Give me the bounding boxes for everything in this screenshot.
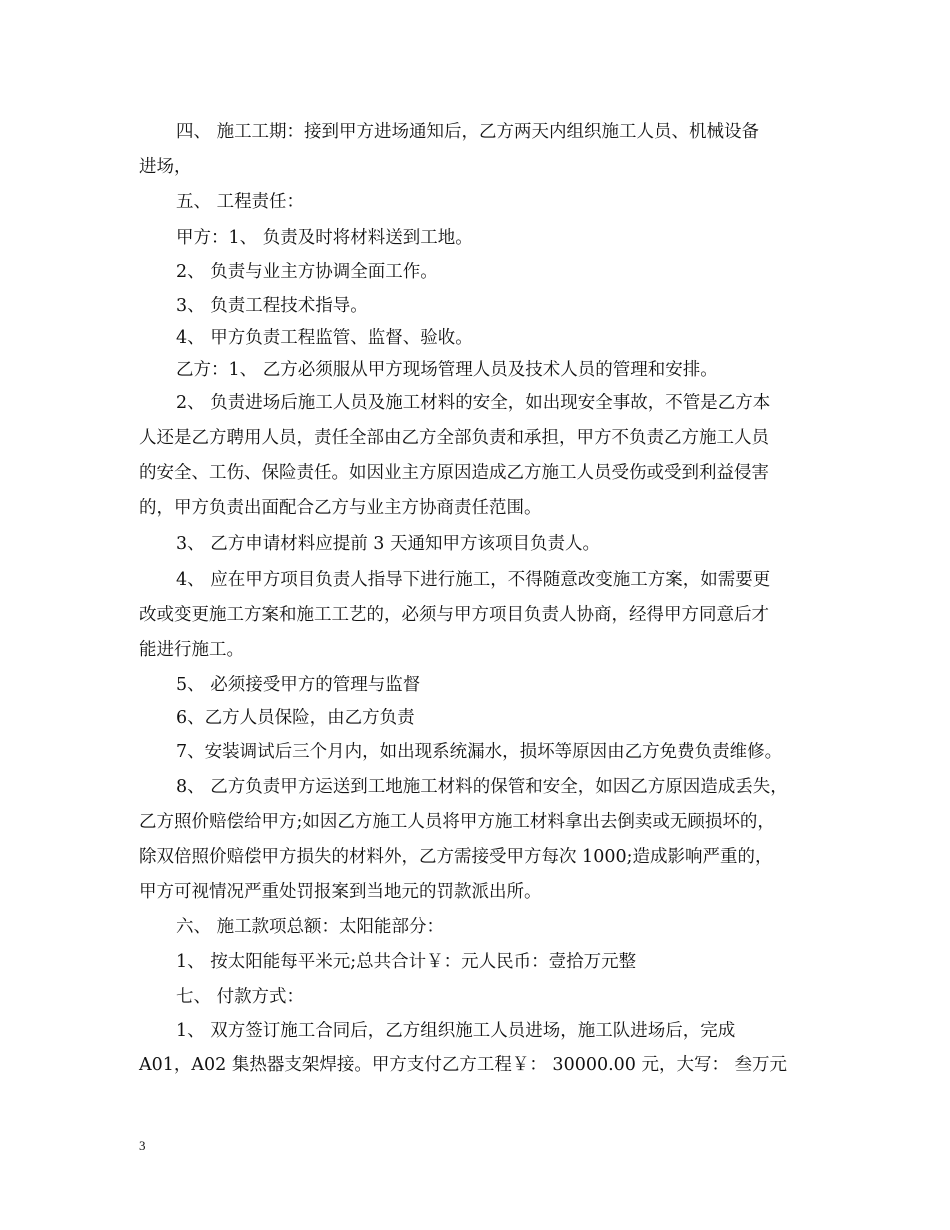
text-line: 3、 负责工程技术指导。 <box>176 296 368 316</box>
text-line: 2、 负责与业主方协调全面工作。 <box>176 262 438 282</box>
text-line: 6、乙方人员保险，由乙方负责 <box>176 708 415 728</box>
text-line: 8、 乙方负责甲方运送到工地施工材料的保管和安全，如因乙方原因造成丢失， <box>176 777 788 797</box>
text-line: A01，A02 集热器支架焊接。甲方支付乙方工程￥： 30000.00 元，大写： 叁万元 <box>139 1055 788 1075</box>
text-line: 7、安装调试后三个月内，如出现系统漏水，损坏等原因由乙方免费负责维修。 <box>176 742 783 762</box>
text-line: 的安全、工伤、保险责任。如因业主方原因造成乙方施工人员受伤或受到利益侵害 <box>139 463 769 483</box>
text-line: 能进行施工。 <box>139 640 244 660</box>
text-line: 1、 双方签订施工合同后，乙方组织施工人员进场，施工队进场后，完成 <box>176 1021 736 1041</box>
text-line: 乙方照价赔偿给甲方;如因乙方施工人员将甲方施工材料拿出去倒卖或无顾损坏的， <box>139 812 775 832</box>
text-line: 七、 付款方式： <box>176 987 305 1007</box>
text-line: 改或变更施工方案和施工工艺的，必须与甲方项目负责人协商，经得甲方同意后才 <box>139 605 769 625</box>
text-line: 1、 按太阳能每平米元;总共合计￥：元人民币：壹拾万元整 <box>176 952 637 972</box>
page-number: 3 <box>139 1138 146 1153</box>
text-line: 5、 必须接受甲方的管理与监督 <box>176 675 421 695</box>
text-line: 的，甲方负责出面配合乙方与业主方协商责任范围。 <box>139 498 542 518</box>
text-line: 乙方：1、 乙方必须服从甲方现场管理人员及技术人员的管理和安排。 <box>176 360 718 380</box>
text-line: 进场， <box>139 157 192 177</box>
text-line: 四、 施工工期：接到甲方进场通知后，乙方两天内组织施工人员、机械设备 <box>176 122 760 142</box>
text-line: 2、 负责进场后施工人员及施工材料的安全，如出现安全事故，不管是乙方本 <box>176 393 771 413</box>
text-line: 4、 应在甲方项目负责人指导下进行施工，不得随意改变施工方案，如需要更 <box>176 570 771 590</box>
text-line: 除双倍照价赔偿甲方损失的材料外，乙方需接受甲方每次 1000;造成影响严重的， <box>139 847 773 867</box>
text-line: 3、 乙方申请材料应提前 3 天通知甲方该项目负责人。 <box>176 534 600 554</box>
text-line: 五、 工程责任： <box>176 192 305 212</box>
text-line: 甲方：1、 负责及时将材料送到工地。 <box>176 228 473 248</box>
text-line: 甲方可视情况严重处罚报案到当地元的罚款派出所。 <box>139 882 542 902</box>
text-line: 4、 甲方负责工程监管、监督、验收。 <box>176 328 473 348</box>
text-line: 六、 施工款项总额：太阳能部分： <box>176 917 445 937</box>
text-line: 人还是乙方聘用人员，责任全部由乙方全部负责和承担，甲方不负责乙方施工人员 <box>139 428 769 448</box>
